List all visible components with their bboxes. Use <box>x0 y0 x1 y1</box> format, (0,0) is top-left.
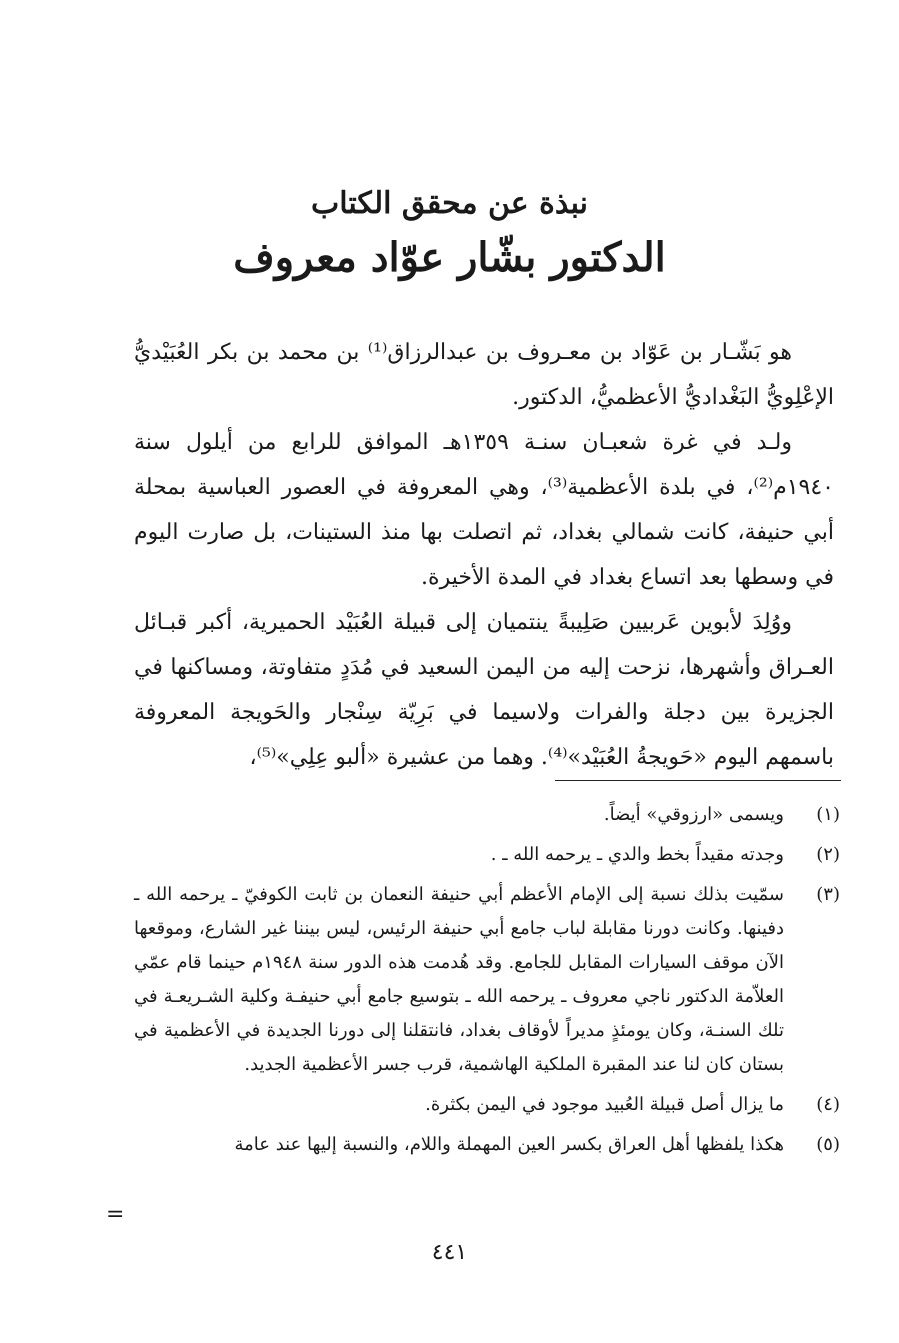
footnote <box>134 1128 840 1162</box>
biography-body <box>134 330 834 780</box>
footnote-text: ما يزال أصل قبيلة العُبيد موجود في اليمن بكثرة. <box>425 1094 784 1115</box>
body-paragraph: هو بَشّـار بن عَوّاد بن معـروف بن عبدالرزاق⁽¹⁾ بن محمد بن بكر العُبَيْديُّ الإعْلِويُّ البَغْداديُّ الأعظميُّ، الدكتور. <box>134 340 834 410</box>
footnote-number: (٥) <box>816 1134 840 1155</box>
footnote-number: (٤) <box>816 1094 840 1115</box>
footnote-number: (٣) <box>816 884 840 905</box>
body-paragraph: ولـد في غرة شعبـان سنـة ١٣٥٩هـ الموافق للرابع من أيلول سنة ١٩٤٠م⁽²⁾، في بلدة الأعظمية⁽³⁾، وهي المعروفة في العصور العباسية بمحلة أبي حنيفة، كانت شمالي بغداد، ثم اتصلت بها منذ الستينات، بل صارت اليوم في وسطها بعد اتساع بغداد في المدة الأخيرة. <box>134 430 834 590</box>
footnote-text: سمّيت بذلك نسبة إلى الإمام الأعظم أبي حنيفة النعمان بن ثابت الكوفيّ ـ يرحمه الله ـ دفينها. وكانت دورنا مقابلة لباب جامع أبي حنيفة الرئيس، ليس بيننا غير الشارع، وموقعها الآن موقف السيارات المقابل للجامع. وقد هُدمت هذه الدور سنة ١٩٤٨م حينما قام عمّي العلاّمة الدكتور ناجي معروف ـ يرحمه الله ـ بتوسيع جامع أبي حنيفـة وكلية الشـريعـة في تلك السنـة، وكان يومئذٍ مديراً لأوقاف بغداد، فانتقلنا إلى دورنا الجديدة في الأعظمية في بستان كان لنا عند المقبرة الملكية الهاشمية، قرب جسر الأعظمية الجديد. <box>134 884 784 1075</box>
body-paragraph: ووُلِدَ لأبوين عَربيين صَلِيبةً ينتميان إلى قبيلة العُبَيْد الحميرية، أكبر قبـائل العـراق وأشهرها، نزحت إليه من اليمن السعيد في مُدَدٍ متفاوتة، ومساكنها في الجزيرة بين دجلة والفرات ولاسيما في بَرِيّة سِنْجار والحَويجة المعروفة باسمهم اليوم «حَويجةُ العُبَيْد»⁽⁴⁾. وهما من عشيرة «ألبو عِلِي»⁽⁵⁾، <box>134 610 834 770</box>
author-name-heading: الدكتور بشّار عوّاد معروف <box>233 234 666 281</box>
footnotes <box>134 798 840 1162</box>
footnote <box>134 1088 840 1122</box>
footnote <box>134 838 840 872</box>
footnote <box>134 798 840 832</box>
page-number: ٤٤١ <box>431 1240 468 1265</box>
footnote-text: وجدته مقيداً بخط والدي ـ يرحمه الله ـ . <box>490 844 784 865</box>
footnote-number: (١) <box>816 804 840 825</box>
section-title: نبذة عن محقق الكتاب <box>310 186 589 221</box>
footnote-text: هكذا يلفظها أهل العراق بكسر العين المهملة واللام، والنسبة إليها عند عامة <box>234 1134 784 1155</box>
footnote-separator <box>555 780 841 781</box>
footnote <box>134 878 840 1082</box>
footnote-text: ويسمى «ارزوقي» أيضاً. <box>603 804 784 825</box>
footnote-number: (٢) <box>816 844 840 865</box>
continuation-mark: = <box>106 1202 125 1227</box>
